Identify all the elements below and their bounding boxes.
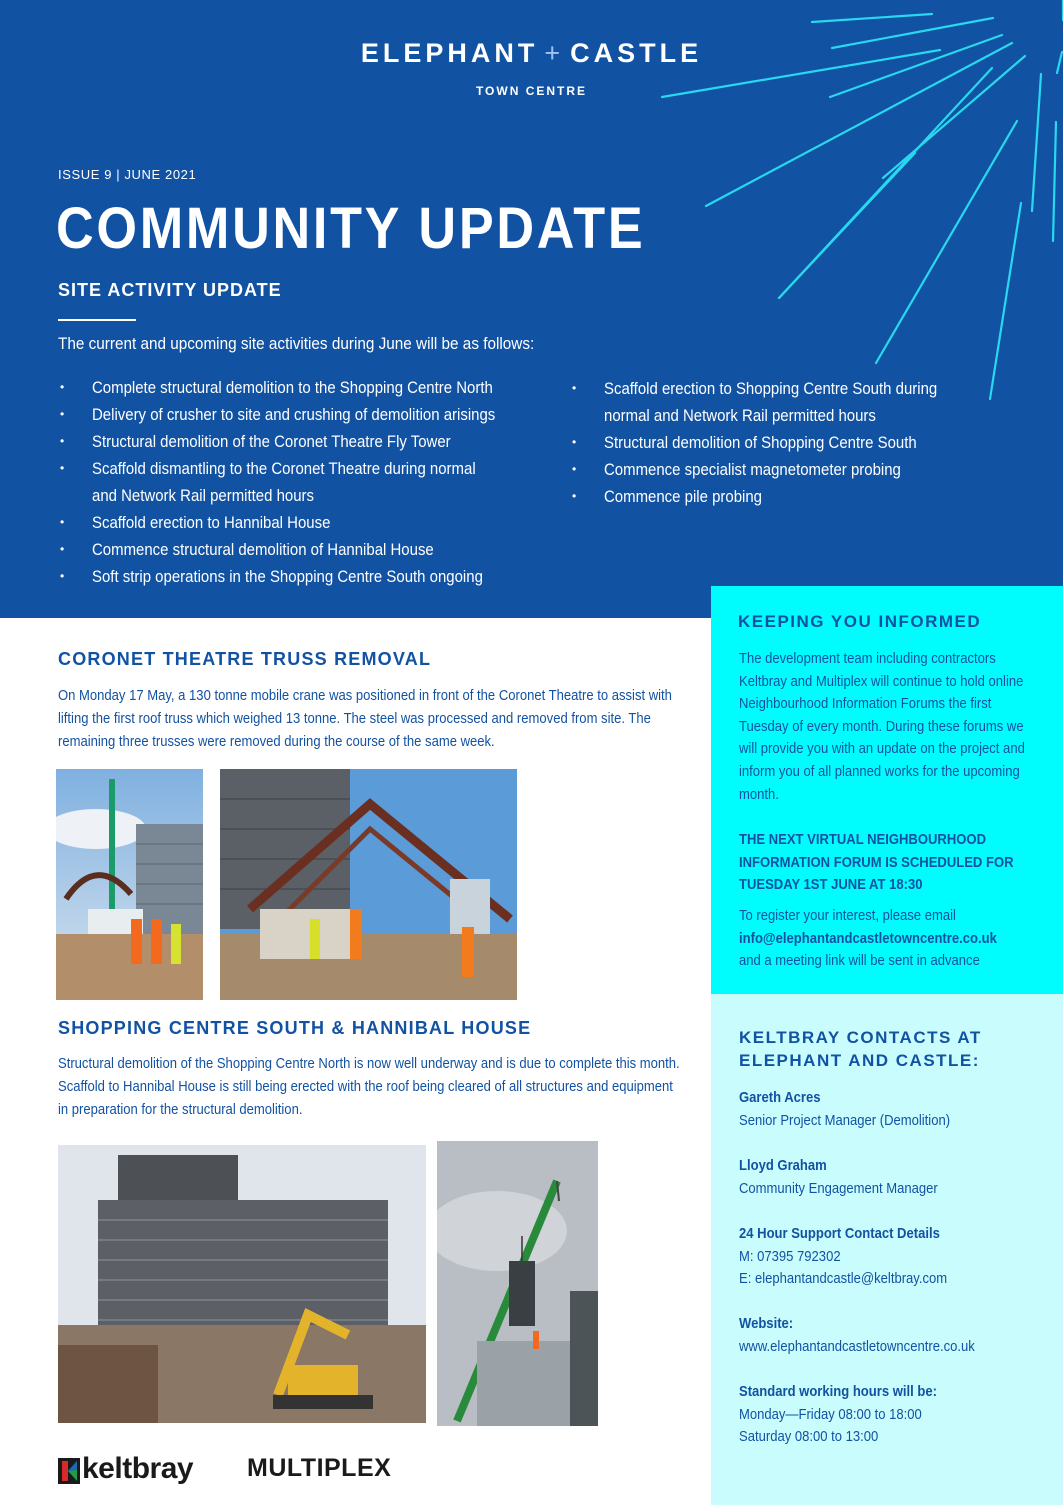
shopping-paragraph: Structural demolition of the Shopping Centre North is now well underway and is due to complete this month. Scaffold to Hannibal House is still being erected with the roof being cleared of all structures and equipment in preparation for the structural demolition. (58, 1055, 680, 1118)
contact-lloyd-graham: Lloyd Graham Community Engagement Manager (739, 1157, 938, 1197)
activity-list-right (570, 375, 1000, 510)
list-item: • Commence structural demolition of Hannibal House (58, 536, 578, 563)
list-item: • Commence specialist magnetometer probing (570, 456, 1000, 483)
page-title: COMMUNITY UPDATE (56, 196, 646, 261)
brand-plus: + (544, 38, 565, 68)
list-item: • Complete structural demolition to the Shopping Centre North (58, 374, 578, 401)
section-heading-contacts: KELTBRAY CONTACTS AT ELEPHANT AND CASTLE: (739, 1028, 982, 1070)
website-info: Website: www.elephantandcastletowncentre.co.uk (739, 1313, 1010, 1358)
website-link[interactable]: www.elephantandcastletowncentre.co.uk (739, 1337, 975, 1355)
photo-crane-workers (56, 769, 203, 1000)
list-item: • Commence pile probing (570, 483, 1000, 510)
forum-announcement: THE NEXT VIRTUAL NEIGHBOURHOOD INFORMATION FORUM IS SCHEDULED FOR TUESDAY 1ST JUNE AT 18:30 (739, 831, 1014, 894)
keltbray-logo (58, 1454, 228, 1488)
hero-banner (0, 0, 1063, 618)
list-item: • Delivery of crusher to site and crushing of demolition arisings (58, 401, 578, 428)
list-item: • Scaffold erection to Shopping Centre South during (570, 375, 1000, 402)
list-item: • Soft strip operations in the Shopping Centre South ongoing (58, 563, 578, 590)
section-heading-site-activity: SITE ACTIVITY UPDATE (58, 280, 282, 300)
intro-text: The current and upcoming site activities during June will be as follows: (58, 334, 535, 353)
working-hours: Standard working hours will be: Monday—Friday 08:00 to 18:00 Saturday 08:00 to 13:00 (739, 1383, 937, 1446)
photo-roof-truss (220, 769, 517, 1000)
multiplex-logo: MULTIPLEX (247, 1454, 392, 1482)
section-heading-informed: KEEPING YOU INFORMED (738, 612, 982, 631)
register-info: To register your interest, please email info@elephantandcastletowncentre.co.uk and a meeting link will be sent in advance (739, 907, 997, 970)
keltbray-mark-icon (58, 1458, 80, 1484)
list-item: • Scaffold erection to Hannibal House (58, 509, 578, 536)
list-item: • Structural demolition of Shopping Centre South (570, 429, 1000, 456)
section-heading-shopping: SHOPPING CENTRE SOUTH & HANNIBAL HOUSE (58, 1018, 532, 1038)
section-heading-coronet: CORONET THEATRE TRUSS REMOVAL (58, 649, 432, 669)
support-email-link[interactable]: E: elephantandcastle@keltbray.com (739, 1270, 948, 1288)
brand-subtitle: TOWN CENTRE (475, 84, 588, 98)
brand-name-left: ELEPHANT (360, 38, 539, 68)
photo-shopping-centre-demolition (58, 1145, 426, 1423)
coronet-paragraph: On Monday 17 May, a 130 tonne mobile crane was positioned in front of the Coronet Theatre to assist with lifting the first roof truss which weighed 13 tonne. The steel was processed and removed from site. The remaining three trusses were removed during the course of the same week. (58, 687, 672, 750)
list-item: • Scaffold dismantling to the Coronet Theatre during normal (58, 455, 578, 482)
list-item-continuation: normal and Network Rail permitted hours (604, 406, 876, 425)
photo-crane-lift (437, 1141, 598, 1426)
heading-divider (58, 319, 136, 321)
support-contact-details: 24 Hour Support Contact Details M: 07395 792302 E: elephantandcastle@keltbray.com (739, 1223, 978, 1291)
list-item-continuation: and Network Rail permitted hours (92, 486, 315, 505)
forum-email-link[interactable]: info@elephantandcastletowncentre.co.uk (739, 929, 997, 947)
list-item: • Structural demolition of the Coronet Theatre Fly Tower (58, 428, 578, 455)
contact-gareth-acres: Gareth Acres Senior Project Manager (Demolition) (739, 1089, 951, 1129)
support-phone[interactable]: M: 07395 792302 (739, 1247, 841, 1265)
keltbray-wordmark: keltbray (82, 1452, 194, 1485)
brand-name-right: CASTLE (570, 38, 703, 68)
activity-list-left (58, 374, 578, 590)
brand-logo (0, 38, 1063, 69)
informed-paragraph: The development team including contractors Keltbray and Multiplex will continue to hold online Neighbourhood Information Forums the first Tuesday of every month. During these forums we will provide you with an update on the project and inform you of all planned works for the upcoming month. (739, 650, 1025, 803)
issue-date: ISSUE 9 | JUNE 2021 (58, 167, 197, 182)
